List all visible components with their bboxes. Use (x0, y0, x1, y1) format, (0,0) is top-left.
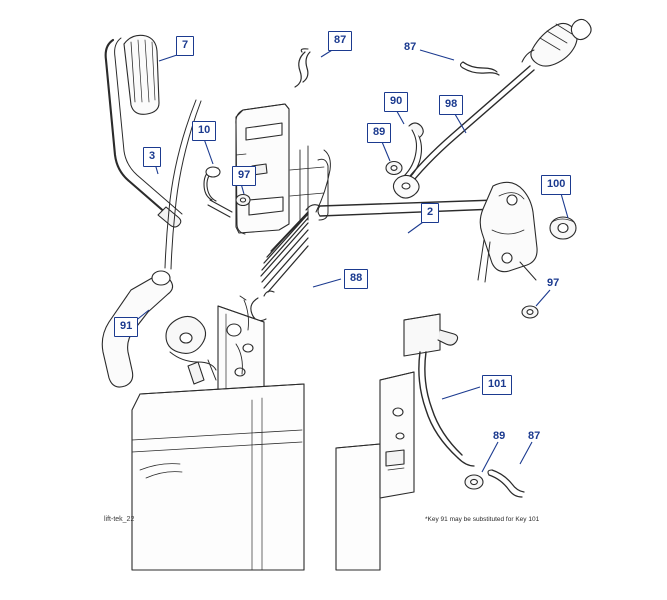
cross-shaft-part (318, 200, 496, 216)
frame-rails (290, 146, 328, 222)
hairpin-clip-87-lower (488, 470, 524, 497)
right-rocker-arm (478, 182, 537, 282)
callout-97-left[interactable]: 97 (232, 166, 256, 186)
callout-87-top[interactable]: 87 (328, 31, 352, 51)
callout-2[interactable]: 2 (421, 203, 439, 223)
callout-87-lower[interactable]: 87 (528, 430, 541, 442)
callout-101[interactable]: 101 (482, 375, 512, 395)
washer-89-lower (465, 475, 483, 489)
leader-101 (442, 387, 480, 399)
leader-87-lower (520, 442, 532, 464)
callout-100[interactable]: 100 (541, 175, 571, 195)
washer-97-left (236, 195, 250, 206)
washer-89-upper (386, 162, 402, 175)
handle-grip-part (124, 35, 159, 114)
diagram-title: lift-tek_22 (104, 516, 135, 523)
callout-7[interactable]: 7 (176, 36, 194, 56)
small-link-arm (393, 123, 423, 198)
upper-control-rod (402, 19, 591, 190)
callout-88[interactable]: 88 (344, 269, 368, 289)
callout-89-upper[interactable]: 89 (367, 123, 391, 143)
hairpin-clip-87-upper-right (461, 62, 500, 75)
washer-100 (550, 217, 576, 239)
deck-panel-left (132, 384, 304, 570)
washer-97-right (522, 306, 538, 318)
callout-90[interactable]: 90 (384, 92, 408, 112)
leader-88 (313, 279, 341, 287)
leader-89-lower (482, 442, 498, 472)
cotter-pin-97-left (204, 167, 232, 217)
leader-97-right (536, 290, 550, 306)
callout-87-upper-right[interactable]: 87 (404, 41, 417, 53)
callout-98[interactable]: 98 (439, 95, 463, 115)
leader-87-upper-right (420, 50, 454, 60)
deck-panel-right (336, 372, 414, 570)
callout-10[interactable]: 10 (192, 121, 216, 141)
callout-3[interactable]: 3 (143, 147, 161, 167)
substitution-footnote: *Key 91 may be substituted for Key 101 (425, 516, 540, 523)
callout-97-right[interactable]: 97 (547, 277, 560, 289)
hairpin-clip-87-top (295, 49, 310, 87)
callout-91[interactable]: 91 (114, 317, 138, 337)
callout-89-lower[interactable]: 89 (493, 430, 506, 442)
